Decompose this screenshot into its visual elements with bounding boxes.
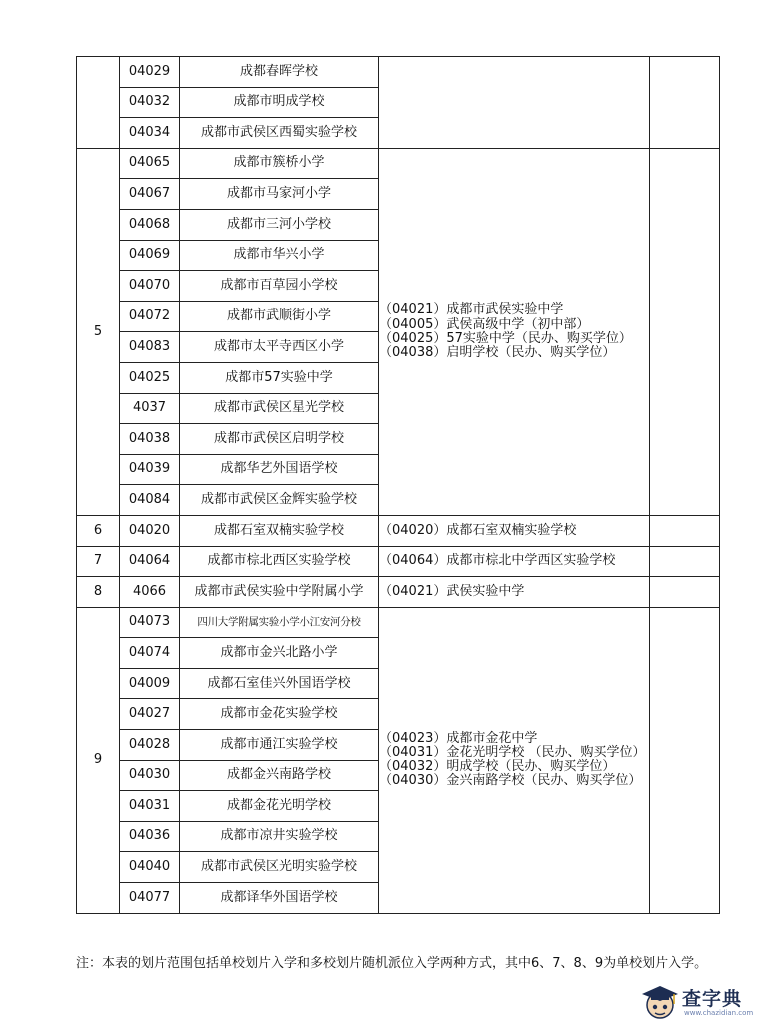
school-name: 成都市凉井实验学校 (180, 821, 379, 852)
school-code: 04077 (120, 883, 180, 914)
school-name: 成都石室双楠实验学校 (180, 515, 379, 546)
assigned-middle-school-cell (379, 148, 650, 515)
group-number: 8 (77, 577, 120, 608)
assigned-school: （04005）武侯高级中学（初中部） (379, 316, 590, 332)
school-name: 成都金花光明学校 (180, 791, 379, 822)
school-name: 成都市武侯区星光学校 (180, 393, 379, 424)
school-name: 成都译华外国语学校 (180, 883, 379, 914)
school-code: 04027 (120, 699, 180, 730)
school-name: 成都市明成学校 (180, 87, 379, 118)
enrollment-zone-table (76, 56, 720, 914)
remarks-cell (650, 515, 720, 546)
school-name: 成都市武侯区光明实验学校 (180, 852, 379, 883)
school-code: 04069 (120, 240, 180, 271)
school-code: 04031 (120, 791, 180, 822)
remarks-cell (650, 546, 720, 577)
school-name: 成都市三河小学校 (180, 209, 379, 240)
school-code: 4066 (120, 577, 180, 608)
table-row (77, 148, 720, 179)
school-name: 成都市武侯区启明学校 (180, 424, 379, 455)
school-name: 成都市通江实验学校 (180, 730, 379, 761)
group-cell (77, 57, 120, 149)
school-name: 成都市华兴小学 (180, 240, 379, 271)
table-row (77, 577, 720, 608)
school-name: 成都华艺外国语学校 (180, 454, 379, 485)
school-code: 04070 (120, 271, 180, 302)
school-name: 四川大学附属实验小学小江安河分校 (180, 607, 379, 638)
school-code: 04036 (120, 821, 180, 852)
assigned-school: （04038）启明学校（民办、购买学位） (379, 345, 616, 361)
school-code: 04039 (120, 454, 180, 485)
watermark-logo (636, 978, 766, 1026)
table-row (77, 607, 720, 638)
school-name: 成都市棕北西区实验学校 (180, 546, 379, 577)
remarks-cell (650, 577, 720, 608)
footnote: 注：本表的划片范围包括单校划片入学和多校划片随机派位入学两种方式，其中6、7、8、9为单校划片入学。 (76, 956, 708, 971)
table-row (77, 515, 720, 546)
assigned-middle-school-cell: （04021）武侯实验中学 (379, 577, 650, 608)
school-name: 成都市簇桥小学 (180, 148, 379, 179)
watermark-site: www.chazidian.com (684, 1009, 754, 1017)
school-name: 成都市武侯区西蜀实验学校 (180, 118, 379, 149)
assigned-school: （04032）明成学校（民办、购买学位） (379, 759, 616, 775)
school-code: 04029 (120, 57, 180, 88)
assigned-school: （04031）金花光明学校 （民办、购买学位） (379, 744, 646, 760)
school-code: 04028 (120, 730, 180, 761)
group-number: 5 (77, 148, 120, 515)
table-row (77, 57, 720, 88)
school-code: 04073 (120, 607, 180, 638)
school-code: 04020 (120, 515, 180, 546)
assigned-school: （04025）57实验中学（民办、购买学位） (379, 330, 632, 346)
school-name: 成都石室佳兴外国语学校 (180, 668, 379, 699)
school-name: 成都金兴南路学校 (180, 760, 379, 791)
school-name: 成都市57实验中学 (180, 362, 379, 393)
group-number: 6 (77, 515, 120, 546)
assigned-school: （04030）金兴南路学校（民办、购买学位） (379, 773, 642, 789)
graduate-cap-mascot-icon (640, 982, 680, 1022)
school-code: 04032 (120, 87, 180, 118)
remarks-cell (650, 148, 720, 515)
watermark-name: 查字典 (682, 988, 743, 1010)
school-code: 04072 (120, 301, 180, 332)
table-row (77, 546, 720, 577)
assigned-middle-school-cell (379, 57, 650, 149)
school-name: 成都市马家河小学 (180, 179, 379, 210)
school-code: 04068 (120, 209, 180, 240)
group-number: 9 (77, 607, 120, 913)
assigned-middle-school-cell: （04020）成都石室双楠实验学校 (379, 515, 650, 546)
assigned-middle-school-cell (379, 607, 650, 913)
school-name: 成都市武顺街小学 (180, 301, 379, 332)
school-name: 成都市武侯区金辉实验学校 (180, 485, 379, 516)
school-code: 04030 (120, 760, 180, 791)
school-code: 4037 (120, 393, 180, 424)
school-code: 04034 (120, 118, 180, 149)
school-code: 04025 (120, 362, 180, 393)
school-code: 04009 (120, 668, 180, 699)
school-code: 04040 (120, 852, 180, 883)
remarks-cell (650, 607, 720, 913)
school-name: 成都市太平寺西区小学 (180, 332, 379, 363)
school-code: 04084 (120, 485, 180, 516)
assigned-school: （04021）成都市武侯实验中学 (379, 302, 564, 318)
school-name: 成都市金花实验学校 (180, 699, 379, 730)
assigned-school: （04023）成都市金花中学 (379, 730, 538, 746)
school-name: 成都市金兴北路小学 (180, 638, 379, 669)
school-name: 成都市百草园小学校 (180, 271, 379, 302)
school-code: 04067 (120, 179, 180, 210)
school-code: 04065 (120, 148, 180, 179)
school-code: 04083 (120, 332, 180, 363)
school-code: 04038 (120, 424, 180, 455)
remarks-cell (650, 57, 720, 149)
school-name: 成都市武侯实验中学附属小学 (180, 577, 379, 608)
school-code: 04064 (120, 546, 180, 577)
school-name: 成都春晖学校 (180, 57, 379, 88)
school-code: 04074 (120, 638, 180, 669)
group-number: 7 (77, 546, 120, 577)
assigned-middle-school-cell: （04064）成都市棕北中学西区实验学校 (379, 546, 650, 577)
